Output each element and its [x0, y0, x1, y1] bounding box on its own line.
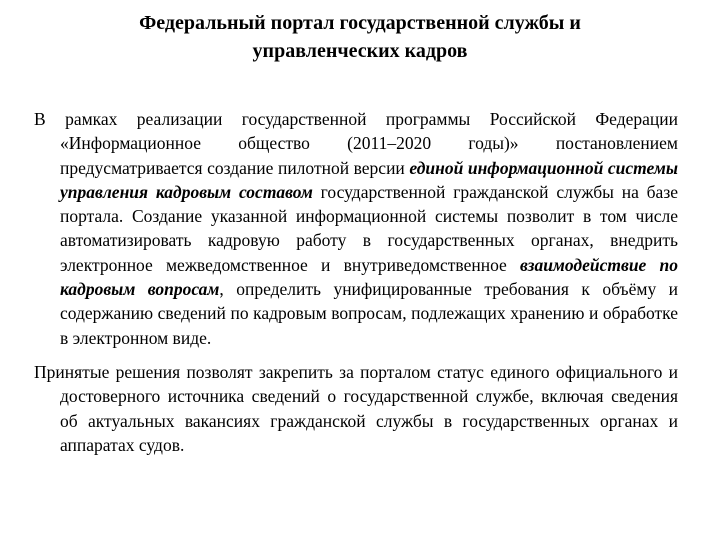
- paragraph-1-text-a: В рамках реализации государственной программы Российской Федерации «Информационное общество (2011–2020 годы)» постановлением предусматривается создание пилотной версии: [34, 109, 678, 178]
- paragraph-1-text-b: государственной гражданской службы на базе портала. Создание указанной информационной системы позволит в том числе автоматизировать кадровую работу в государственных органах, внедрить электронное межведомственное и внутриведомственное: [60, 181, 678, 275]
- paragraph-1-emphasis-a: единой информационной системы управления кадровым составом: [60, 157, 678, 202]
- page-title: [40, 9, 680, 65]
- paragraph-1: [34, 107, 678, 350]
- body-text: [34, 107, 678, 457]
- paragraph-2: Принятые решения позволят закрепить за порталом статус единого официального и достоверного источника сведений о государственной службе, включая сведения об актуальных вакансиях гражданской службы в государственных органах и аппаратах судов.: [34, 361, 678, 455]
- title-line-2: управленческих кадров: [252, 40, 468, 62]
- paragraph-1-text-c: , определить унифицированные требования к объёму и содержанию сведений по кадровым вопросам, подлежащих хранению и обработке в электронном виде.: [60, 279, 678, 348]
- paragraph-1-emphasis-b: взаимодействие по кадровым вопросам: [60, 254, 678, 300]
- title-line-1: Федеральный портал государственной службы и: [139, 12, 581, 34]
